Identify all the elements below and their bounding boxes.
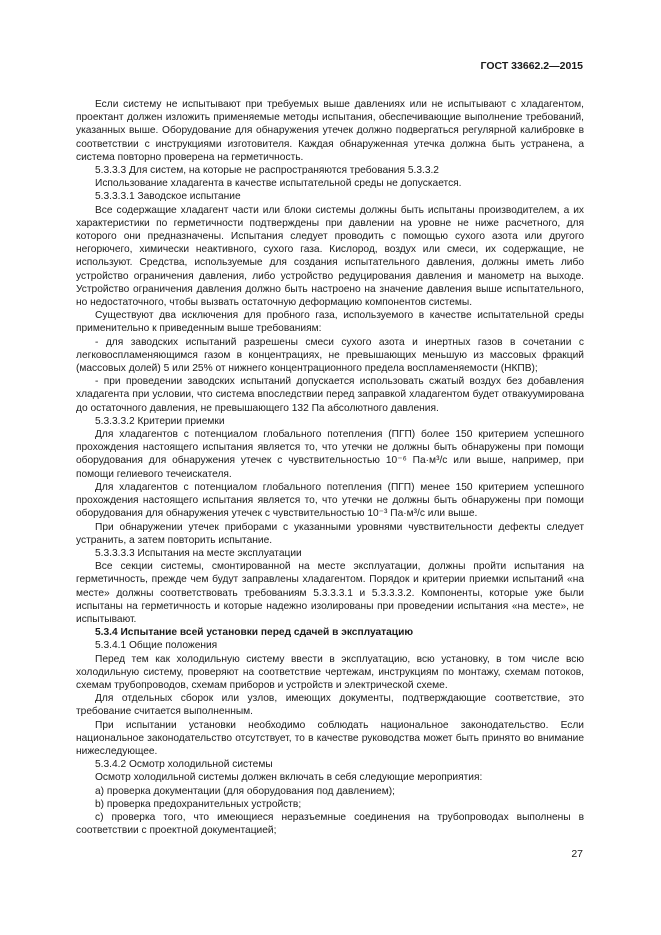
list-item: а) проверка документации (для оборудования под давлением); [95,785,395,797]
page-number: 27 [571,848,583,860]
subsection-heading: 5.3.3.3.3 Испытания на месте эксплуатации [95,547,302,559]
list-item: b) проверка предохранительных устройств; [95,798,302,810]
list-item: - для заводских испытаний разрешены смеси сухого азота и инертных газов в сочетании с легковоспламеняющимся газом в концентрациях, не превышающих меньшую из массовых фракций (массовых долей) 5 или 25% от нижнего концентрационного предела воспламеняемости (НКПВ); [76,336,584,375]
list-item: c) проверка того, что имеющиеся неразъемные соединения на трубопроводах выполнены в соответствии с проектной документацией; [76,811,584,837]
subsection-heading: 5.3.3.3.2 Критерии приемки [95,415,225,427]
paragraph: При обнаружении утечек приборами с указанными уровнями чувствительности дефекты следует устранить, а затем повторить испытание. [76,521,584,546]
paragraph: Осмотр холодильной системы должен включать в себя следующие мероприятия: [95,772,483,784]
list-item: - при проведении заводских испытаний допускается использовать сжатый воздух без добавления хладагента при условии, что система впоследствии перед заправкой хладагентом будет отвакуумирована до остаточного давления, не превышающего 132 Па абсолютного давления. [76,376,584,414]
subsection-heading: 5.3.4.2 Осмотр холодильной системы [95,759,273,771]
paragraph: Перед тем как холодильную систему ввести в эксплуатацию, всю установку, в том числе всю холодильную систему, проверяют на соответствие чертежам, инструкциям по монтажу, схемам потоков, схемам трубопроводов, схемам приборов и устройств и электрической схеме. [76,653,584,691]
paragraph: Для хладагентов с потенциалом глобального потепления (ПГП) более 150 критерием успешного прохождения настоящего испытания является то, что утечки не должны быть обнаружены при помощи оборудования для обнаружения утечек с чувствительностью 10⁻⁶ Па·м³/с или выше, например, при помощи гелиевого течеискателя. [76,429,584,480]
subsection-heading: 5.3.3.3.1 Заводское испытание [95,191,241,203]
page-body [76,98,584,837]
paragraph: Для отдельных сборок или узлов, имеющих документы, подтверждающие соответствие, это требование считается выполненным. [76,693,584,718]
paragraph: Если систему не испытывают при требуемых выше давлениях или не испытывают с хладагентом, проектант должен изложить применяемые методы испытания, обеспечивающие выполнение требований, указанных выше. Оборудование для обнаружения утечек должно подвергаться регулярной калибровке в соответствии с инструкциями изготовителя. Каждая обнаруженная утечка должна быть устранена, а система повторно проверена на герметичность. [76,99,584,163]
document-header: ГОСТ 33662.2—2015 [480,60,583,72]
subsection-heading: 5.3.3.3 Для систем, на которые не распространяются требования 5.3.3.2 [95,165,439,177]
paragraph: Все секции системы, смонтированной на месте эксплуатации, должны пройти испытания на герметичность, прежде чем будут заправлены хладагентом. Порядок и критерии приемки испытаний «на месте» должны соответствовать требованиям 5.3.3.3.1 и 5.3.3.3.2. Компоненты, которые уже были испытаны на герметичность и которые надежно изолированы при проведении испытания «на месте», не испытывают. [76,561,584,625]
paragraph: Все содержащие хладагент части или блоки системы должны быть испытаны производителем, а их характеристики по герметичности подтверждены при давлении на уровне не ниже расчетного, для которого они предназначены. Испытания следует проводить с помощью сухого азота или другого негорючего, химически неактивного, сухого газа. Кислород, воздух или смеси, их содержащие, не используют. Средства, используемые для создания испытательного давления, должны иметь либо устройство ограничения давления, либо устройство редуцирования давления и манометр на выходе. Устройство ограничения давления должно быть настроено на значение давления выше испытательного, но недостаточного, чтобы вызвать остаточную деформацию компонентов системы. [76,204,584,309]
paragraph: Использование хладагента в качестве испытательной среды не допускается. [95,178,462,190]
paragraph: Существуют два исключения для пробного газа, используемого в качестве испытательной среды применительно к приведенным выше требованиям: [76,310,584,335]
paragraph: Для хладагентов с потенциалом глобального потепления (ПГП) менее 150 критерием успешного прохождения настоящего испытания является то, что утечки не должны быть обнаружены при помощи оборудования для обнаружения утечек с чувствительностью 10⁻³ Па·м³/с или выше. [76,481,584,520]
paragraph: При испытании установки необходимо соблюдать национальное законодательство. Если национальное законодательство отсутствует, то в качестве руководства может быть принято во внимание нижеследующее. [76,719,584,757]
subsection-heading: 5.3.4.1 Общие положения [95,640,218,652]
section-heading: 5.3.4 Испытание всей установки перед сдачей в эксплуатацию [95,627,414,639]
